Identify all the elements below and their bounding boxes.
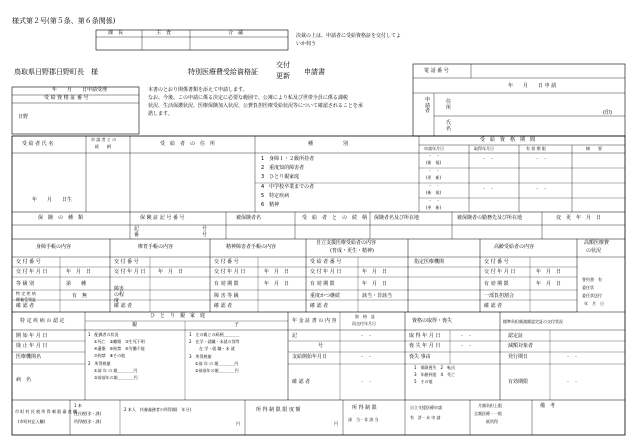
jiritsu-apply-2: 有 許・未 申 請 [410, 415, 441, 420]
col-apply-date: 申請年月日 [424, 146, 444, 151]
p2a: ①前 年 の 額＿＿＿＿円 [94, 368, 138, 373]
decision-note-2: いか伺う [296, 41, 317, 47]
insured-relation-label: 受 給 者 と の 続 柄 [302, 215, 368, 221]
symbol-mark: 記 [134, 226, 140, 232]
insurance-type-label: 保 険 の 種 類 [38, 215, 84, 221]
footer-yen: 円 [236, 421, 240, 426]
p1b: ④遺棄 ⑤拘禁 ⑥労働不能 [94, 346, 145, 351]
decision-note-1: 決裁の上は、申請者に受給資格証を交付してよ [296, 33, 402, 39]
mh-handbook-header: 精神障害者手帳の内容 [226, 244, 277, 250]
p2: 2 所得税額 [88, 361, 111, 366]
consent-text-4: 諾します。 [148, 111, 173, 117]
recipient-address-label: 受 給 者 の 住 所 [160, 141, 216, 147]
sh-issue-date: 交 付 年 月 日 [214, 269, 246, 275]
remarks-label: 備 考 [540, 403, 556, 409]
elder-header: 高齢受給者の内容 [494, 244, 535, 250]
std-dots-2: ・ ・ [566, 379, 578, 384]
col-valid: 有 効 期 限 [526, 146, 546, 151]
lose-reason: 喪失 事由 [409, 354, 431, 360]
change-date-label: 変 更 年 月 日 [556, 215, 602, 221]
sh-grade: 障 害 等 級 [214, 293, 239, 299]
disease-2: 療養受領証 [16, 297, 36, 302]
child-label: 子 [234, 322, 240, 328]
title-c: 申請書 [304, 68, 325, 76]
dots-acq-1: ・ ・ [482, 156, 494, 161]
pension-mark: 記 [292, 333, 298, 339]
consent-text-2: なお、今後、この申請に係る決定に必要な範囲で、公簿により私及び世帯全員に係る課税 [148, 95, 348, 101]
number-mark: 番 [134, 232, 140, 238]
sh-valid: 有 効 期 限 [214, 281, 239, 287]
c2: 2 在学・就職・未就の別等 [189, 339, 240, 344]
go-mark-1: 号 [202, 226, 208, 232]
jiritsu-header-2: (育成・更生・精神) [330, 248, 374, 254]
poa-sent: 委任状送付 [582, 293, 602, 298]
std-dots-1: ・ ・ [566, 354, 578, 359]
rh-confirmer: 確 認 者 [114, 303, 133, 309]
sh-confirmer: 確 認 者 [214, 303, 233, 309]
receipt-date: 年 月 日申請受理 [52, 87, 108, 93]
c1: 1 左の親との続柄＿＿＿＿ [189, 332, 240, 337]
seal-mark: (印) [603, 110, 612, 116]
start-date: 開 始 年 月 日 [16, 333, 48, 339]
elder-issue-date: 交 付 年 月 日 [484, 269, 516, 275]
std-valid: 有効期限 [508, 379, 529, 385]
title-b1: 交付 [276, 61, 290, 69]
reason-2: 3 年齢到達 4 死亡 [414, 372, 456, 377]
rh-handbook-header: 療育手帳の内容 [138, 244, 174, 250]
insurance-symbol-label: 保 険 証 記 号 番 号 [140, 215, 185, 221]
recipient-name-label: 受 給 者 氏 名 [22, 141, 54, 147]
cert-no-label: 受 給 資 格 証 番 号 [44, 95, 89, 101]
new-label-1: (新 規) [426, 160, 442, 165]
applicant-label: 申請者 [425, 97, 431, 114]
std-burden-label: 標準負担額減額認定証の交付状況 [503, 319, 563, 324]
approval-col-2: 主 査 [156, 30, 172, 36]
jiritsu-cert-no: 受 給 者 番 号 [310, 259, 342, 265]
jiritsu-applies: 該当・非該当 [362, 293, 393, 299]
has-none: 有 無 [72, 293, 88, 299]
pension-start: 支給開始年月日 [292, 354, 328, 360]
limit-label: 所 得 制 限 限 度 額 [256, 407, 301, 413]
pd-issue-date: 交 付 年 月 日 [16, 269, 48, 275]
jiritsu-apply-1: 自立支援医療申請 [410, 405, 442, 410]
dots-3: ・ ・ [428, 183, 440, 188]
jiritsu-valid: 有 効 期 限 [310, 281, 335, 287]
reduction-target: 減額対象者 [508, 343, 534, 349]
rh-issue-no: 交 付 番 号 [114, 259, 139, 265]
birth-date: 年 月 日生 [32, 197, 73, 203]
new-label-2: (新 規) [426, 190, 442, 195]
pd-grade: 等 級 別 [16, 281, 35, 287]
qual-gain-loss: 資格の取得・喪失 [412, 318, 453, 324]
designated-hospital: 指定医療機関 [414, 259, 445, 265]
rh-issue-date: 交 付 年 月 日 [114, 269, 146, 275]
footer-r1: 1 本 [74, 403, 82, 408]
approval-col-1: 課 長 [108, 30, 124, 36]
pd-confirmer: 確 認 者 [16, 303, 35, 309]
elder-valid: 有 効 期 限 [484, 281, 509, 287]
p1c: ⑦拘禁 ⑧その他 [94, 353, 126, 358]
jiritsu-confirmer: 確 認 者 [310, 303, 329, 309]
issue-date-label: 発行期日 [508, 354, 529, 360]
pd-ymd: 年 月 日 [66, 269, 92, 275]
footer-r2: 住民税(非・課) [74, 411, 102, 416]
recog-cert: 認定証 [508, 333, 524, 339]
income-review-2: (市町村記入欄) [18, 419, 46, 424]
type-1: 1 身障１・２級所持者 [261, 156, 315, 162]
type-2: 2 重度知的障害者 [261, 165, 305, 171]
type-4: 4 中学校卒業までの者 [261, 184, 315, 190]
type-6: 6 精神 [261, 202, 280, 208]
elder-ymd: 年 月 日 [536, 269, 562, 275]
dots-1: ・ ・ [428, 153, 440, 158]
pension-dots-2: ・ ・ [360, 354, 372, 359]
p1: 1 配偶者の状況 [88, 332, 119, 337]
title-b2: 更新 [276, 72, 290, 80]
dots-acq-2: ・ ・ [482, 186, 494, 191]
sh-valid-ymd: 年 月 日 [264, 281, 290, 287]
sh-issue-no: 交 付 番 号 [214, 259, 239, 265]
pension-go: 号 [318, 343, 324, 349]
pd-handbook-header: 身障手帳の内容 [36, 244, 72, 250]
disease-1: 特 定 疾 病 [16, 291, 36, 296]
title-a: 特別医療費受給資格証 [188, 68, 258, 76]
footer-r3: 所得税(非・課) [74, 419, 102, 424]
qual-period-label: 受 給 資 格 期 間 [480, 137, 536, 143]
elder-issue-no: 交 付 番 号 [484, 259, 509, 265]
single-parent-title: ひ と り 親 家 庭 [150, 313, 206, 319]
cert-reissue-1: 資 格 証 [355, 314, 375, 319]
addressee: 鳥取県日野郡日野町長 様 [14, 68, 98, 76]
limit-yen: 円 [334, 421, 338, 426]
c3a: ①前 年 の 額＿＿＿＿円 [195, 361, 239, 366]
go-mark-2: 号 [202, 232, 208, 238]
monthly-1: 月額負担上限 [478, 403, 502, 408]
insurer-name-label: 保険者名及び所在地 [374, 215, 420, 221]
type-3: 3 ひとり親家庭 [261, 174, 300, 180]
rh-disability: 障害の程度 [114, 286, 125, 304]
poa-ymd: 年 月 日 [584, 301, 604, 306]
dots-2: ・ ・ [428, 168, 440, 173]
jiritsu-disease: 重度かつ継続 [310, 293, 341, 299]
dots-valid-1: ・ ・ [535, 156, 547, 161]
town-name: 日野 [18, 114, 29, 120]
renew-label-2: (更 新) [426, 205, 442, 210]
pledge: 誓約書 有 [582, 277, 602, 282]
pd-issue-no: 交 付 番 号 [16, 259, 41, 265]
pension-dots-3: ・ ・ [360, 379, 372, 384]
pd-first: 第 種 [66, 281, 87, 287]
acquire-dots: ・ ・ [460, 333, 472, 338]
high-cost-header-1: 高額医療費 [584, 240, 610, 246]
elder-burden: 一部負担割合 [484, 293, 515, 299]
form-number: 様式第２号(第５条、第６条関係) [12, 17, 116, 25]
name-label: 氏名 [446, 120, 452, 132]
insured-name-label: 被保険者名 [236, 215, 262, 221]
parent-label: 親 [132, 322, 138, 328]
lose-dots: ・ ・ [460, 343, 472, 348]
c3b: ②前前年の額＿＿＿＿円 [195, 368, 239, 373]
income-review-1: 市 町 村 民 税 所 得 制 限 審 査 欄 [15, 409, 77, 414]
approval-col-3: 合 議 [228, 30, 244, 36]
disease-cert-label: 特 定 疾 病 の 認 定 [20, 318, 65, 324]
jiritsu-header-1: 自立支援医療受給者の内容 [316, 240, 377, 246]
phone-label: 電 話 番 号 [424, 68, 449, 74]
c3: 3 所得税額 [189, 354, 212, 359]
pension-dots-1: ・ ・ [360, 333, 372, 338]
acquire-date: 取 得 年 月 日 [409, 333, 441, 339]
consent-text-1: 本書のとおり関係書類を添えて申請します。 [148, 87, 248, 93]
renew-label-1: (更 新) [426, 175, 442, 180]
consent-text-3: 状況、生活保護状況、医療保険加入状況、公費負担医療受給状況等について確認されることを承 [148, 103, 363, 109]
footer-people: 2 本人 扶養義務者の所得額( 年分) [124, 407, 191, 412]
reason-3: 5 その他 [414, 379, 433, 384]
col-note: 摘 要 [586, 146, 602, 151]
hospital-name: 医療機関名 [16, 354, 42, 360]
c2a: 在 学・就 職・未 就 [199, 346, 235, 351]
power-of-attorney: 委任状 [582, 285, 594, 290]
limit2: 所 得 制 限 [352, 405, 377, 411]
type-5: 5 特定疾病 [261, 193, 290, 199]
disease-name: 病 名 [16, 377, 32, 383]
p2b: ②前前年の額＿＿＿＿円 [94, 375, 138, 380]
office-label: 被保険者の勤務先及び所在地 [457, 215, 523, 221]
monthly-3: 低所得 [486, 419, 498, 424]
lose-date: 喪 失 年 月 日 [409, 343, 441, 349]
col-acquire-date: 取得年月日 [474, 146, 494, 151]
rh-ymd: 年 月 日 [158, 269, 184, 275]
relation-label-1: 申 請 者 と の [91, 137, 117, 142]
type-label: 種 別 [308, 141, 349, 147]
elder-valid-ymd: 年 月 日 [536, 281, 562, 287]
apply-date: 年 月 日 申 請 [508, 83, 557, 89]
jiritsu-issue-date: 交 付 年 月 日 [310, 269, 342, 275]
cert-reissue-2: 再交付年月日 [352, 321, 376, 326]
pension-confirmer: 確 認 者 [292, 379, 311, 385]
sh-ymd: 年 月 日 [264, 269, 290, 275]
address-label: 住所 [446, 99, 452, 111]
elder-confirmer: 確 認 者 [484, 303, 503, 309]
p1a: ①死亡 ②離婚 ③生死不明 [94, 339, 145, 344]
limit2b: 該 当・非 該 当 [348, 417, 379, 422]
relation-label-2: 続 柄 [95, 144, 111, 149]
reason-1: 1 保険喪失 2 転出 [414, 365, 456, 370]
end-date: 廃 止 年 月 日 [16, 343, 48, 349]
high-cost-header-2: の状況 [586, 248, 602, 254]
dots-4: ・ ・ [428, 198, 440, 203]
jiritsu-valid-ymd: 年 月 日 [362, 281, 388, 287]
jiritsu-ymd: 年 月 日 [362, 269, 388, 275]
pension-label: 年 金 証 書 の 内 容 [292, 318, 337, 324]
monthly-2: 全額医療・一般 [474, 411, 502, 416]
dots-valid-2: ・ ・ [535, 186, 547, 191]
